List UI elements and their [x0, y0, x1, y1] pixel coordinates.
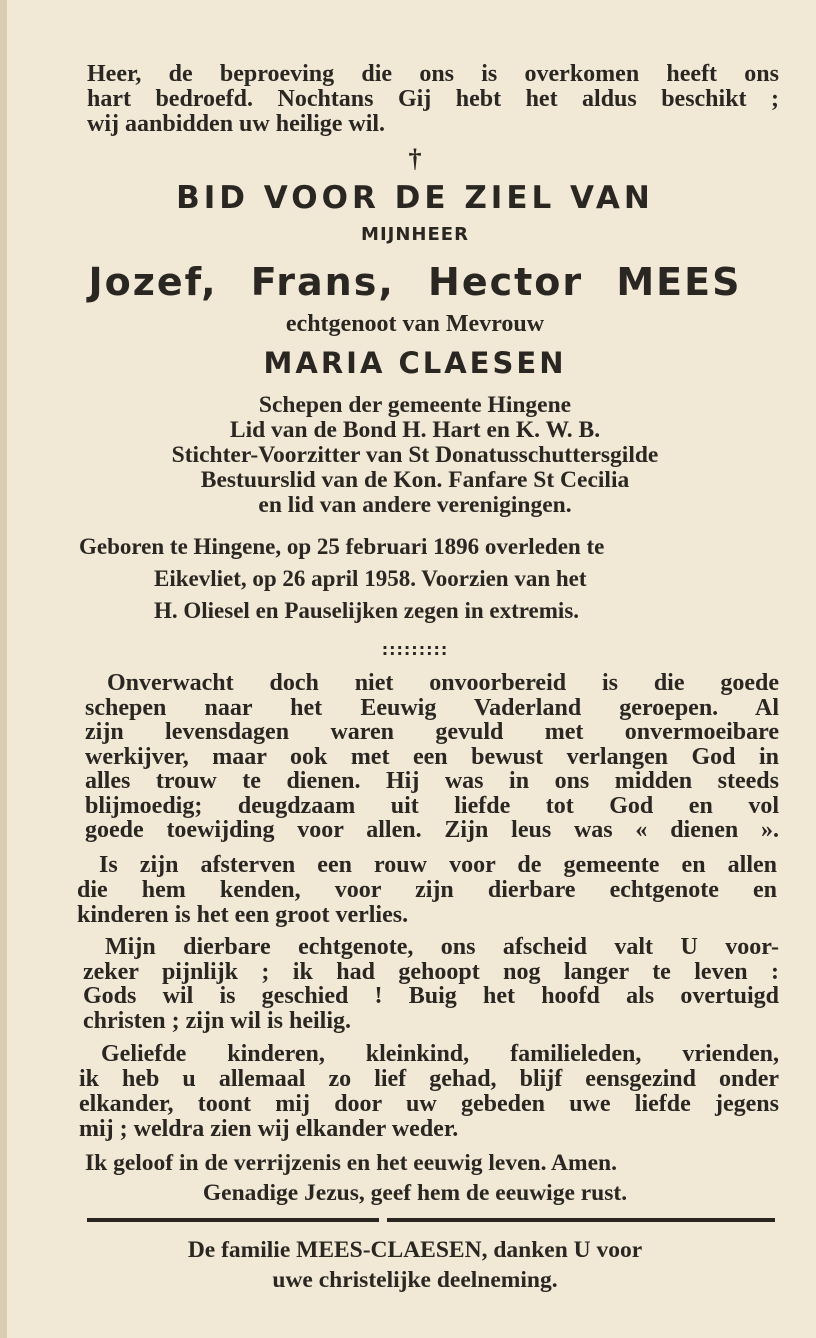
- family-thanks: [7, 1235, 816, 1295]
- role-line: Schepen der gemeente Hingene: [258, 392, 572, 418]
- cross-icon: †: [408, 144, 422, 173]
- role-line: Bestuurslid van de Kon. Fanfare St Cecilia: [200, 467, 630, 493]
- divider-segment: [87, 1218, 379, 1222]
- paragraph-line: Onverwacht doch niet onvoorbereid is die goede: [107, 670, 779, 696]
- paragraph-tribute: [85, 671, 779, 843]
- birth-line: Geboren te Hingene, op 25 februari 1896 overleden te: [79, 534, 605, 559]
- opening-prayer: [87, 62, 779, 137]
- prayer-line: wij aanbidden uw heilige wil.: [87, 111, 386, 137]
- paragraph-line: elkander, toont mij door uw gebeden uwe liefde jegens: [79, 1091, 779, 1117]
- paragraph-line: Geliefde kinderen, kleinkind, familieleden, vrienden,: [101, 1041, 779, 1067]
- paragraph-mourning: [77, 853, 777, 928]
- paragraph-line: kinderen is het een groot verlies.: [77, 902, 409, 928]
- deceased-name: Jozef, Frans, Hector MEES: [88, 260, 742, 304]
- paragraph-line: alles trouw te dienen. Hij was in ons midden steeds: [85, 768, 779, 794]
- paragraph-line: christen ; zijn wil is heilig.: [83, 1007, 351, 1034]
- divider-segment: [387, 1218, 775, 1222]
- birth-line: H. Oliesel en Pauselijken zegen in extremis.: [154, 598, 580, 623]
- roles-list: [7, 393, 816, 518]
- prayer-line: Heer, de beproeving die ons is overkomen heeft ons: [87, 61, 779, 87]
- spouse-name: MARIA CLAESEN: [263, 346, 567, 380]
- birth-death-text: [79, 531, 775, 627]
- paragraph-line: schepen naar het Eeuwig Vaderland geroepen. Al: [85, 694, 779, 721]
- paragraph-line: zeker pijnlijk ; ik had gehoopt nog langer te leven :: [83, 958, 779, 985]
- thanks-line: uwe christelijke deelneming.: [272, 1267, 558, 1293]
- separator: :::::::::: [381, 640, 449, 659]
- honorific: MIJNHEER: [361, 224, 469, 245]
- thanks-line: De familie MEES-CLAESEN, danken U voor: [187, 1237, 643, 1263]
- spouse-intro: echtgenoot van Mevrouw: [285, 311, 545, 337]
- invocation: Genadige Jezus, geef hem de eeuwige rust.: [202, 1180, 628, 1206]
- divider-rule: [87, 1218, 775, 1222]
- paragraph-line: Gods wil is geschied ! Buig het hoofd als overtuigd: [83, 983, 779, 1009]
- paragraph-line: blijmoedig; deugdzaam uit liefde tot God en vol: [85, 792, 779, 819]
- role-line: Lid van de Bond H. Hart en K. W. B.: [229, 417, 601, 443]
- paragraph-line: ik heb u allemaal zo lief gehad, blijf eensgezind onder: [79, 1066, 779, 1092]
- role-line: Stichter-Voorzitter van St Donatusschuttersgilde: [171, 442, 659, 468]
- paragraph-line: mij ; weldra zien wij elkander weder.: [79, 1116, 459, 1142]
- paragraph-line: werkijver, maar ook met een bewust verlangen God in: [85, 743, 779, 770]
- paragraph-line: Is zijn afsterven een rouw voor de gemeente en allen: [99, 852, 777, 878]
- prayer-line: hart bedroefd. Nochtans Gij hebt het aldus beschikt ;: [87, 86, 779, 112]
- paragraph-line: zijn levensdagen waren gevuld met onvermoeibare: [85, 719, 779, 745]
- paragraph-children: [79, 1042, 779, 1142]
- paragraph-line: die hem kenden, voor zijn dierbare echtgenote en: [77, 877, 777, 903]
- closing-prayer: Ik geloof in de verrijzenis en het eeuwig leven. Amen.: [85, 1150, 617, 1176]
- role-line: en lid van andere verenigingen.: [258, 492, 572, 518]
- paragraph-line: Mijn dierbare echtgenote, ons afscheid valt U voor-: [105, 934, 779, 960]
- birth-line: Eikevliet, op 26 april 1958. Voorzien van het: [154, 566, 587, 591]
- paragraph-line: goede toewijding voor allen. Zijn leus was « dienen ».: [85, 817, 779, 843]
- heading: BID VOOR DE ZIEL VAN: [176, 180, 654, 216]
- paragraph-spouse: [83, 935, 779, 1033]
